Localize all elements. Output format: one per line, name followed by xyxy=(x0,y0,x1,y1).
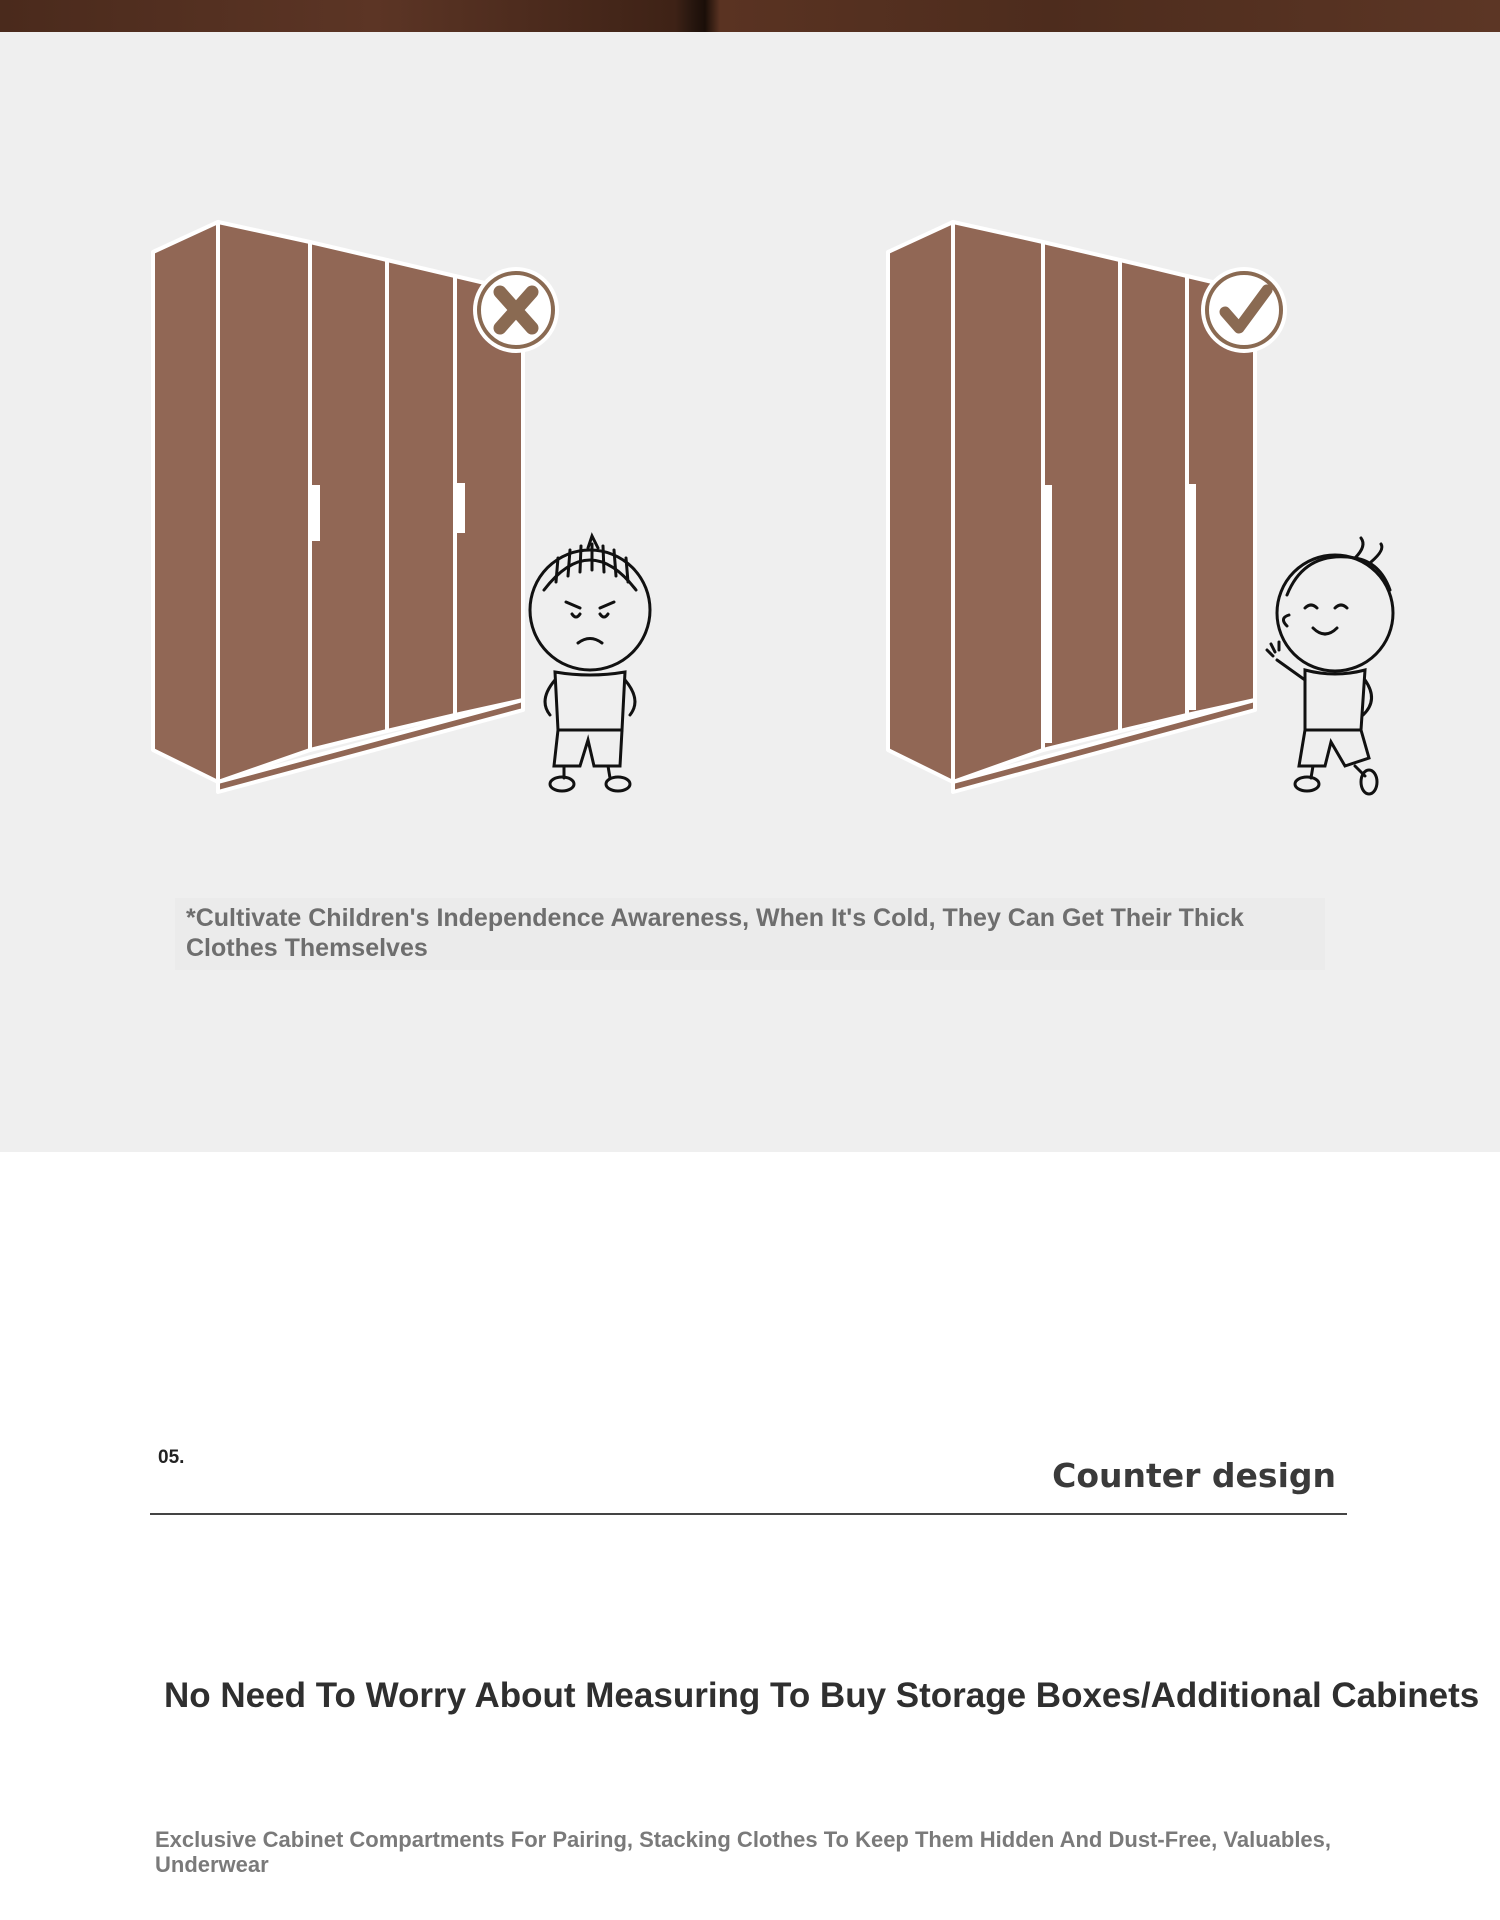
wardrobe-long-handles-illustration xyxy=(875,210,1435,800)
section-divider xyxy=(150,1513,1347,1515)
independence-caption: *Cultivate Children's Independence Awareness, When It's Cold, They Can Get Their Thick Clothes Themselves xyxy=(186,904,1244,962)
section-number: 05. xyxy=(158,1447,185,1468)
grumpy-child-icon xyxy=(530,536,650,791)
check-mark-icon xyxy=(1201,267,1287,353)
x-mark-icon xyxy=(473,267,559,353)
wardrobe-short-handles-illustration xyxy=(140,210,700,800)
wood-texture-banner xyxy=(0,0,1500,32)
happy-child-icon xyxy=(1267,538,1393,794)
section-title: Counter design xyxy=(1052,1456,1336,1495)
feature-headline: No Need To Worry About Measuring To Buy Storage Boxes/Additional Cabinets xyxy=(164,1676,1480,1715)
feature-description: Exclusive Cabinet Compartments For Pairing, Stacking Clothes To Keep Them Hidden And Dust-Free, Valuables, Underwear xyxy=(155,1827,1332,1877)
cut-off-text-line xyxy=(152,1898,852,1920)
